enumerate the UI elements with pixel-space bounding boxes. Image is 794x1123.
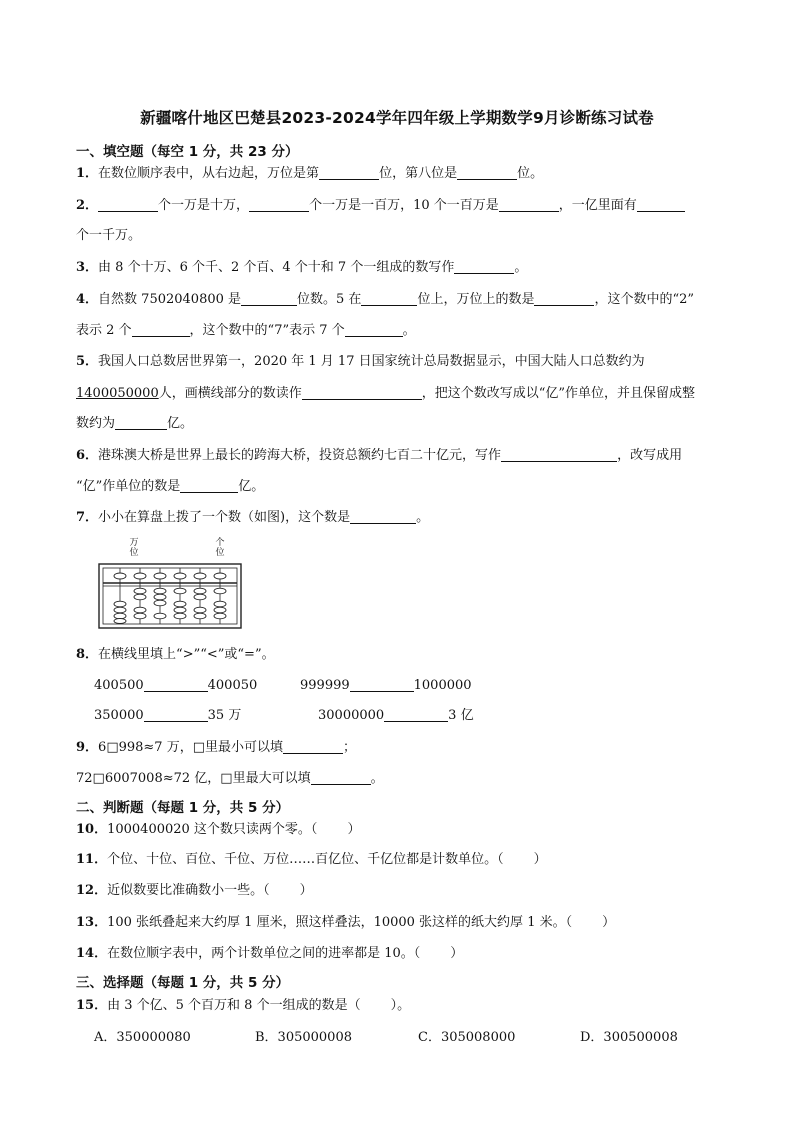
question-2-cont: 个一千万。 bbox=[76, 228, 142, 243]
question-number: 12． bbox=[76, 883, 108, 898]
question-text: 。 bbox=[416, 510, 430, 525]
answer-blank[interactable] bbox=[319, 166, 379, 180]
question-text: “亿”作单位的数是 bbox=[76, 479, 181, 494]
question-9 bbox=[76, 739, 356, 757]
question-text: ； bbox=[343, 740, 357, 755]
question-text: ，改写成用 bbox=[617, 448, 683, 463]
answer-blank[interactable] bbox=[249, 198, 309, 212]
question-text: 100 张纸叠起来大约厚 1 厘米，照这样叠法，10000 张这样的纸大约厚 1 米。（ bbox=[107, 915, 573, 930]
answer-blank[interactable] bbox=[283, 740, 343, 754]
question-number: 4． bbox=[76, 292, 99, 307]
question-number: 9． bbox=[76, 740, 99, 755]
question-text: 在数位顺序表中，从右边起，万位是第 bbox=[98, 166, 320, 181]
answer-blank[interactable] bbox=[345, 323, 403, 337]
question-text: 由 8 个十万、6 个千、2 个百、4 个十和 7 个一组成的数写作 bbox=[98, 260, 455, 275]
abacus-illustration bbox=[98, 562, 243, 632]
question-text: ，这个数中的“7”表示 7 个 bbox=[189, 323, 345, 338]
question-text: ） bbox=[533, 852, 547, 867]
answer-blank[interactable] bbox=[144, 708, 208, 722]
answer-blank[interactable] bbox=[132, 323, 190, 337]
question-number: 15． bbox=[76, 998, 108, 1013]
question-text: 位上，万位上的数是 bbox=[417, 292, 535, 307]
question-text: 小小在算盘上拨了一个数（如图)，这个数是 bbox=[98, 510, 351, 525]
question-text: 我国人口总数居世界第一，2020 年 1 月 17 日国家统计总局数据显示，中国大陆人口总数约为 bbox=[98, 354, 645, 369]
answer-blank[interactable] bbox=[144, 678, 208, 692]
answer-blank[interactable] bbox=[637, 198, 685, 212]
answer-blank[interactable] bbox=[361, 292, 417, 306]
question-text: 个一万是一百万，10 个一百万是 bbox=[309, 198, 499, 213]
question-text: 人，画横线部分的数读作 bbox=[158, 386, 302, 401]
section-true-false: 二、判断题（每题 1 分，共 5 分） bbox=[76, 800, 290, 816]
question-number: 7． bbox=[76, 510, 99, 525]
question-10 bbox=[76, 821, 360, 839]
question-text: ） bbox=[299, 883, 313, 898]
question-6-cont bbox=[76, 478, 264, 496]
question-text: ） bbox=[347, 822, 361, 837]
compare-left: 30000000 bbox=[318, 708, 385, 723]
question-5 bbox=[76, 353, 645, 371]
question-text: ，一亿里面有 bbox=[558, 198, 637, 213]
option-c[interactable]: C．305008000 bbox=[418, 1030, 516, 1045]
answer-blank[interactable] bbox=[350, 678, 414, 692]
question-number: 6． bbox=[76, 448, 99, 463]
question-text: 亿。 bbox=[238, 479, 265, 494]
question-number: 2． bbox=[76, 198, 99, 213]
question-text: ） bbox=[450, 946, 464, 961]
question-text: ）。 bbox=[390, 998, 411, 1013]
question-number: 5． bbox=[76, 354, 99, 369]
question-text: 位数。5 在 bbox=[297, 292, 362, 307]
question-text: 在数位顺字表中，两个计数单位之间的进率都是 10。（ bbox=[107, 946, 421, 961]
underlined-number: 1400050000 bbox=[76, 386, 159, 401]
abacus-label-wan: 万 位 bbox=[129, 538, 139, 558]
answer-blank[interactable] bbox=[384, 708, 448, 722]
question-number: 3． bbox=[76, 260, 99, 275]
question-text: 个位、十位、百位、千位、万位……百亿位、千亿位都是计数单位。（ bbox=[107, 852, 504, 867]
question-5-cont2 bbox=[76, 415, 193, 433]
compare-3 bbox=[94, 707, 241, 725]
compare-left: 999999 bbox=[300, 678, 350, 693]
question-text: 72□6007008≈72 亿，□里最大可以填 bbox=[76, 771, 311, 786]
question-text: 。 bbox=[514, 260, 528, 275]
answer-blank[interactable] bbox=[501, 448, 617, 462]
compare-left: 400500 bbox=[94, 678, 144, 693]
question-text: ，把这个数改写成以“亿”作单位，并且保留成整 bbox=[421, 386, 696, 401]
question-number: 8． bbox=[76, 647, 99, 662]
answer-blank[interactable] bbox=[534, 292, 594, 306]
question-6 bbox=[76, 447, 682, 465]
question-text: 由 3 个亿、5 个百万和 8 个一组成的数是（ bbox=[107, 998, 361, 1013]
compare-right: 1000000 bbox=[413, 678, 472, 693]
question-4-cont bbox=[76, 322, 416, 340]
compare-right: 35 万 bbox=[207, 708, 242, 723]
question-number: 14． bbox=[76, 946, 108, 961]
question-number: 10． bbox=[76, 822, 108, 837]
section-fill-in: 一、填空题（每空 1 分，共 23 分） bbox=[76, 144, 299, 160]
question-12 bbox=[76, 882, 313, 900]
question-text: ） bbox=[602, 915, 616, 930]
answer-blank[interactable] bbox=[454, 260, 514, 274]
answer-blank[interactable] bbox=[499, 198, 559, 212]
section-multiple-choice: 三、选择题（每题 1 分，共 5 分） bbox=[76, 975, 290, 991]
question-9-cont bbox=[76, 770, 384, 788]
question-text: 港珠澳大桥是世界上最长的跨海大桥，投资总额约七百二十亿元，写作 bbox=[98, 448, 502, 463]
question-14 bbox=[76, 945, 463, 963]
compare-right: 3 亿 bbox=[448, 708, 474, 723]
question-text: 自然数 7502040800 是 bbox=[98, 292, 242, 307]
compare-2 bbox=[300, 677, 472, 695]
question-text: 在横线里填上“>”“<”或“=”。 bbox=[98, 647, 275, 662]
question-text: 位。 bbox=[517, 166, 544, 181]
compare-4 bbox=[318, 707, 474, 725]
question-3 bbox=[76, 259, 527, 277]
question-text: 。 bbox=[370, 771, 384, 786]
question-text: 亿。 bbox=[167, 416, 194, 431]
answer-blank[interactable] bbox=[241, 292, 297, 306]
compare-1 bbox=[94, 677, 257, 695]
question-number: 1． bbox=[76, 166, 99, 181]
option-d[interactable]: D．300500008 bbox=[580, 1030, 678, 1045]
abacus-label-ge: 个 位 bbox=[215, 538, 225, 558]
abacus-figure bbox=[98, 538, 243, 630]
question-number: 11． bbox=[76, 852, 108, 867]
question-text: 近似数要比准确数小一些。（ bbox=[107, 883, 270, 898]
compare-right: 400050 bbox=[207, 678, 258, 693]
question-text: 数约为 bbox=[76, 416, 116, 431]
question-5-cont bbox=[76, 385, 695, 403]
option-a[interactable]: A．350000080 bbox=[94, 1030, 191, 1045]
question-1 bbox=[76, 165, 543, 183]
page-title: 新疆喀什地区巴楚县2023-2024学年四年级上学期数学9月诊断练习试卷 bbox=[140, 109, 654, 127]
question-13 bbox=[76, 914, 615, 932]
answer-blank[interactable] bbox=[350, 510, 416, 524]
question-11 bbox=[76, 851, 547, 869]
question-2 bbox=[76, 197, 685, 215]
answer-blank[interactable] bbox=[98, 198, 158, 212]
question-text: 。 bbox=[402, 323, 416, 338]
answer-blank[interactable] bbox=[302, 386, 422, 400]
question-text: 位，第八位是 bbox=[379, 166, 458, 181]
question-4 bbox=[76, 291, 694, 309]
option-b[interactable]: B．305000008 bbox=[255, 1030, 352, 1045]
question-text: 1000400020 这个数只读两个零。（ bbox=[107, 822, 318, 837]
question-text: ，这个数中的“2” bbox=[594, 292, 695, 307]
question-8 bbox=[76, 646, 275, 664]
answer-blank[interactable] bbox=[311, 771, 371, 785]
answer-blank[interactable] bbox=[115, 416, 167, 430]
question-text: 6□998≈7 万，□里最小可以填 bbox=[98, 740, 283, 755]
question-number: 13． bbox=[76, 915, 108, 930]
question-7 bbox=[76, 509, 429, 527]
question-text: 表示 2 个 bbox=[76, 323, 132, 338]
question-15 bbox=[76, 997, 410, 1015]
answer-blank[interactable] bbox=[457, 166, 517, 180]
compare-left: 350000 bbox=[94, 708, 144, 723]
question-text: 个一万是十万， bbox=[158, 198, 250, 213]
answer-blank[interactable] bbox=[180, 479, 238, 493]
